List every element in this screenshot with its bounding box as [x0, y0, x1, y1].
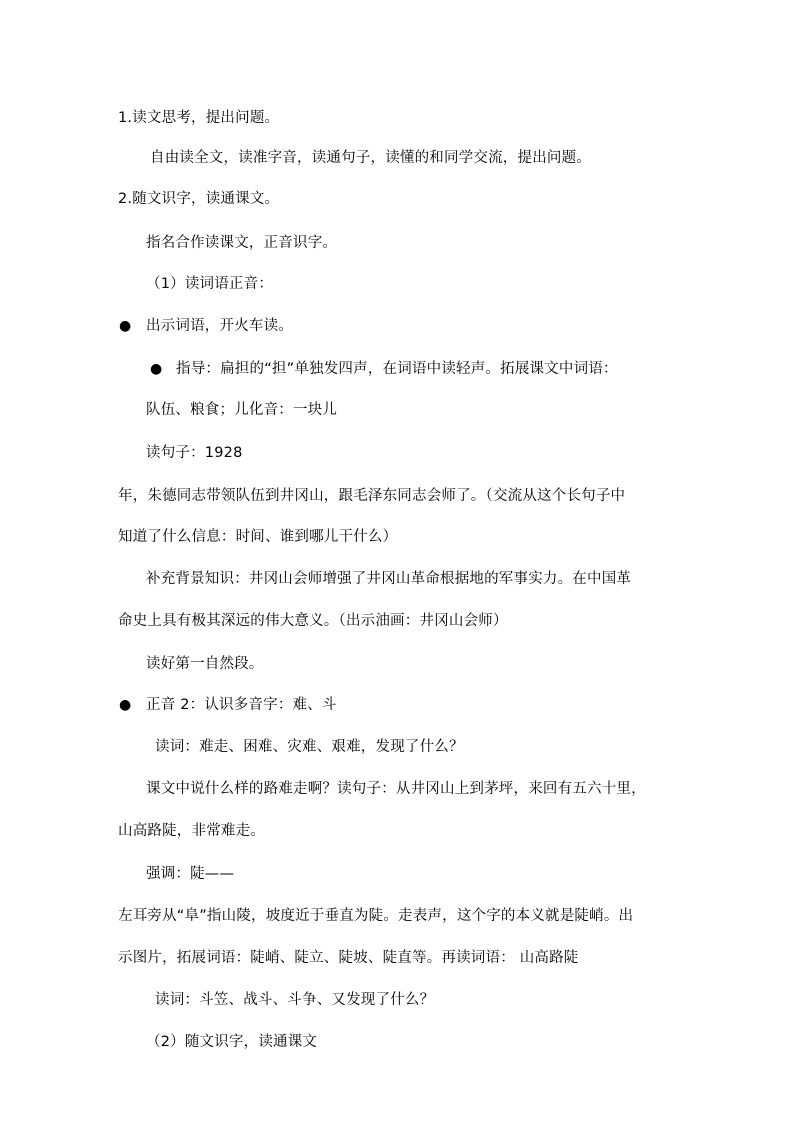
- paragraph-sentence-line-2: 知道了什么信息：时间、谁到哪儿干什么）: [118, 529, 398, 545]
- subheading-literacy-reading: （2）随文识字，读通课文: [146, 1034, 318, 1050]
- paragraph-background-line-1: 补充背景知识：井冈山会师增强了井冈山革命根据地的军事实力。在中国革: [146, 571, 632, 587]
- paragraph-read-words-dou: 读词：斗笠、战斗、斗争、又发现了什么？: [155, 992, 435, 1008]
- bullet-icon: ●: [119, 318, 132, 334]
- paragraph-word-examples: 队伍、粮食；儿化音：一块儿: [146, 402, 338, 418]
- paragraph-difficult-road-line-1: 课文中说什么样的路难走啊？读句子：从井冈山上到茅坪，来回有五六十里，: [146, 781, 646, 797]
- paragraph-emphasis: 强调：陡——: [146, 866, 235, 882]
- bullet-icon: ●: [150, 361, 163, 377]
- paragraph-cooperative-reading: 指名合作读课文，正音识字。: [146, 235, 338, 251]
- paragraph-free-reading: 自由读全文，读准字音，读通句子，读懂的和同学交流，提出问题。: [150, 150, 591, 166]
- heading-literacy-reading: 2.随文识字，读通课文。: [118, 191, 280, 207]
- paragraph-difficult-road-line-2: 山高路陡，非常难走。: [118, 823, 265, 839]
- subheading-word-pronunciation: （1）读词语正音：: [146, 276, 274, 292]
- paragraph-radical-line-1: 左耳旁从“阜”指山陵，坡度近于垂直为陡。走表声，这个字的本义就是陡峭。出: [118, 908, 634, 924]
- paragraph-radical-line-2: 示图片，拓展词语：陡峭、陡立、陡坡、陡直等。再读词语： 山高路陡: [118, 950, 579, 966]
- paragraph-read-words-nan: 读词：难走、困难、灾难、艰难，发现了什么？: [155, 739, 464, 755]
- list-item-guidance: 指导：扁担的“担”单独发四声，在词语中读轻声。拓展课文中词语：: [176, 361, 618, 377]
- list-item-polyphonic: 正音 2：认识多音字：难、斗: [146, 697, 337, 713]
- paragraph-background-line-2: 命史上具有极其深远的伟大意义。（出示油画：井冈山会师）: [118, 613, 508, 629]
- heading-read-and-think: 1.读文思考，提出问题。: [118, 110, 280, 126]
- paragraph-sentence-line-1: 年，朱德同志带领队伍到井冈山，跟毛泽东同志会师了。（交流从这个长句子中: [118, 488, 626, 504]
- list-item-show-words: 出示词语，开火车读。: [146, 318, 293, 334]
- bullet-icon: ●: [119, 697, 132, 713]
- paragraph-read-sentence: 读句子：1928: [146, 445, 243, 461]
- paragraph-read-first-section: 读好第一自然段。: [146, 656, 264, 672]
